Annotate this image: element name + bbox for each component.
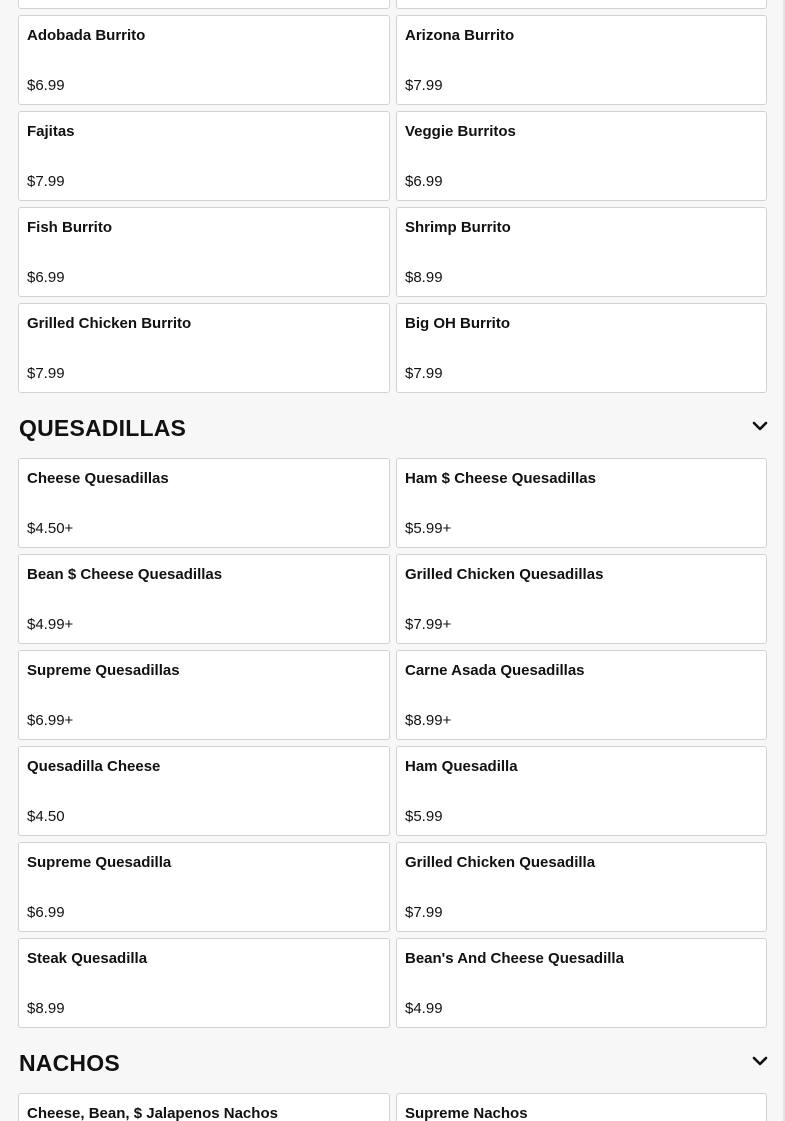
item-name: Supreme Nachos: [405, 1105, 528, 1121]
menu-item-card[interactable]: [18, 458, 390, 548]
menu-item-card[interactable]: [396, 0, 767, 9]
nachos-grid: [18, 1093, 768, 1121]
item-price: $8.99+: [405, 712, 452, 729]
menu-item-card[interactable]: [396, 111, 767, 201]
menu-item-card[interactable]: [18, 938, 390, 1028]
item-price: $8.99: [405, 269, 443, 286]
item-name: Ham Quesadilla: [405, 758, 518, 775]
chevron-down-icon[interactable]: [751, 1054, 769, 1068]
item-name: Fajitas: [27, 123, 75, 140]
menu-item-card[interactable]: [18, 111, 390, 201]
item-name: Big OH Burrito: [405, 315, 510, 332]
item-name: Ham $ Cheese Quesadillas: [405, 470, 596, 487]
item-name: Shrimp Burrito: [405, 219, 511, 236]
item-price: $6.99+: [27, 712, 74, 729]
section-header-nachos[interactable]: [19, 1048, 769, 1080]
menu-item-card[interactable]: [396, 938, 767, 1028]
item-name: Cheese, Bean, $ Jalapenos Nachos: [27, 1105, 278, 1121]
menu-item-card[interactable]: [18, 1093, 390, 1121]
menu-item-card[interactable]: [396, 207, 767, 297]
burritos-grid: [18, 0, 768, 393]
item-name: Grilled Chicken Burrito: [27, 315, 192, 332]
menu-item-card[interactable]: [396, 842, 767, 932]
item-name: Arizona Burrito: [405, 27, 515, 44]
item-price: $4.99: [405, 1000, 443, 1017]
item-price: $5.99+: [405, 520, 452, 537]
item-name: Carne Asada Quesadillas: [405, 662, 585, 679]
menu-item-card[interactable]: [18, 842, 390, 932]
menu-item-card[interactable]: [396, 1093, 767, 1121]
item-price: $7.99: [405, 365, 443, 382]
item-name: Fish Burrito: [27, 219, 112, 236]
menu-item-card[interactable]: [18, 207, 390, 297]
chevron-down-icon[interactable]: [751, 419, 769, 433]
item-name: Steak Quesadilla: [27, 950, 148, 967]
item-price: $6.99: [27, 269, 65, 286]
item-name: Veggie Burritos: [405, 123, 516, 140]
item-price: $7.99: [405, 77, 443, 94]
menu-item-card[interactable]: [18, 0, 390, 9]
section-title: QUESADILLAS: [19, 415, 187, 441]
quesadillas-grid: [18, 458, 768, 1028]
menu-item-card[interactable]: [396, 458, 767, 548]
menu-item-card[interactable]: [18, 554, 390, 644]
item-price: $7.99: [405, 904, 443, 921]
menu-item-card[interactable]: [396, 15, 767, 105]
item-name: Bean's And Cheese Quesadilla: [405, 950, 624, 967]
item-name: Grilled Chicken Quesadillas: [405, 566, 604, 583]
menu-item-card[interactable]: [18, 650, 390, 740]
item-price: $7.99: [27, 173, 65, 190]
item-name: Supreme Quesadillas: [27, 662, 180, 679]
item-price: $6.99: [27, 904, 65, 921]
item-name: Quesadilla Cheese: [27, 758, 161, 775]
item-name: Adobada Burrito: [27, 27, 146, 44]
section-title: NACHOS: [19, 1050, 120, 1076]
item-name: Bean $ Cheese Quesadillas: [27, 566, 223, 583]
menu-item-card[interactable]: [18, 303, 390, 393]
item-name: Supreme Quesadilla: [27, 854, 172, 871]
item-price: $6.99: [27, 77, 65, 94]
menu-item-card[interactable]: [18, 15, 390, 105]
item-price: $4.99+: [27, 616, 74, 633]
section-header-quesadillas[interactable]: [19, 413, 769, 445]
menu-item-card[interactable]: [396, 303, 767, 393]
menu-item-card[interactable]: [396, 746, 767, 836]
item-price: $5.99: [405, 808, 443, 825]
item-price: $7.99+: [405, 616, 452, 633]
item-price: $6.99: [405, 173, 443, 190]
item-price: $7.99: [27, 365, 65, 382]
item-price: $4.50+: [27, 520, 74, 537]
item-name: Cheese Quesadillas: [27, 470, 169, 487]
menu-item-card[interactable]: [396, 650, 767, 740]
menu-item-card[interactable]: [396, 554, 767, 644]
item-price: $4.50: [27, 808, 65, 825]
menu-item-card[interactable]: [18, 746, 390, 836]
item-price: $8.99: [27, 1000, 65, 1017]
item-name: Grilled Chicken Quesadilla: [405, 854, 596, 871]
